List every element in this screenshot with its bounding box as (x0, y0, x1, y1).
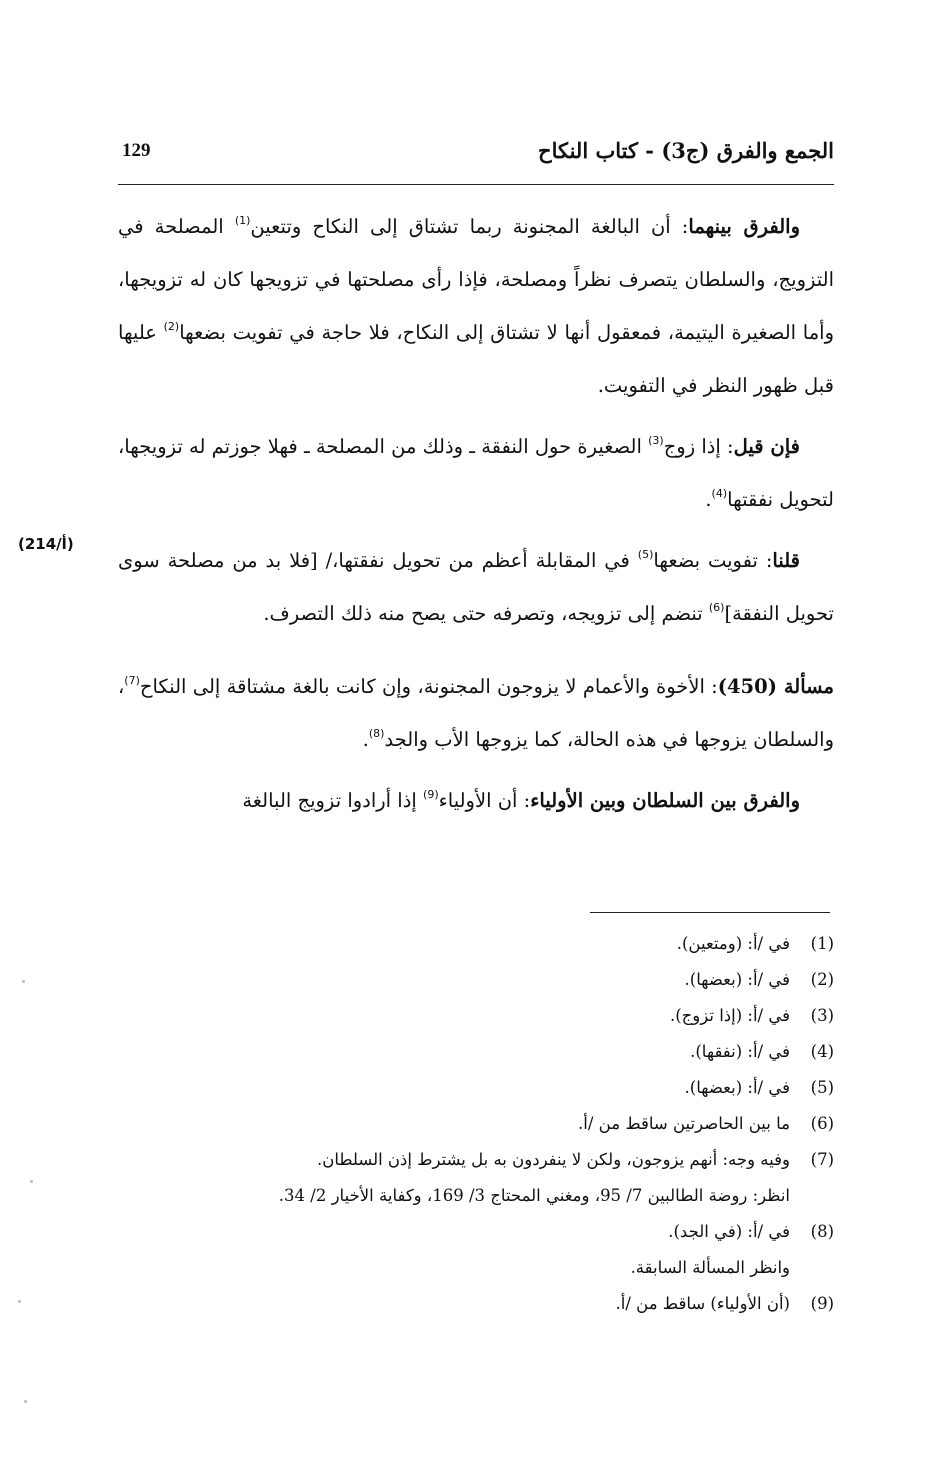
footnote-ref: (9) (423, 788, 439, 801)
footnote-text: في /أ: (بعضها). (684, 970, 790, 989)
paragraph-lead: والفرق بين السلطان وبين الأولياء (530, 789, 800, 812)
text-run: المصلحة في التزويج، والسلطان يتصرف نظراً ومصلحة، فإذا رأى مصلحتها في تزويجها كان له تزويجها، وأما الصغيرة اليتيمة، فمعقول أنها لا تشتاق إلى النكاح، فلا حاجة في تفويت بضعها (118, 215, 834, 344)
text-run: : أن الأولياء (438, 789, 531, 812)
page-number: 129 (122, 140, 151, 161)
text-run: : إذا زوج (663, 435, 734, 458)
footnote-text: في /أ: (ومتعين). (676, 934, 790, 953)
text-run: . (705, 488, 712, 511)
footnote-number: (1) (810, 934, 834, 953)
text-run: ، والسلطان يزوجها في هذه الحالة، كما يزوجها الأب والجد (118, 675, 834, 751)
footnote-ref: (4) (711, 487, 728, 500)
footnote-item (150, 1214, 834, 1286)
footnote-ref: (2) (163, 320, 180, 333)
manuscript-folio-marker: (214/أ) (18, 535, 74, 553)
footnote-ref: (8) (368, 727, 385, 740)
text-run: تنضم إلى تزويجه، وتصرفه حتى يصح منه ذلك التصرف. (263, 602, 709, 625)
footnote-separator (590, 912, 830, 913)
text-run: : أن البالغة المجنونة ربما تشتاق إلى النكاح وتتعين (250, 215, 689, 238)
footnote-ref: (5) (637, 548, 654, 561)
footnote-text: ما بين الحاصرتين ساقط من /أ. (578, 1114, 790, 1133)
footnote-item (150, 1142, 834, 1214)
text-run: الصغيرة حول النفقة ـ وذلك من المصلحة ـ فهلا جوزتم له تزويجها، لتحويل نفقتها (118, 435, 834, 511)
footnote-number: (9) (810, 1294, 834, 1313)
footnote-item (150, 926, 834, 962)
footnote-text: في /أ: (بعضها). (684, 1078, 790, 1097)
paragraph-difference-guardians (118, 774, 834, 827)
issue-heading: مسألة (450) (717, 675, 834, 698)
footnote-text: وفيه وجه: أنهم يزوجون، ولكن لا ينفردون به بل يشترط إذن السلطان. (316, 1150, 790, 1169)
footnote-reference-text: انظر: روضة الطالبين 7/ 95، ومغني المحتاج 3/ 169، وكفاية الأخيار 2/ 34. (278, 1186, 790, 1205)
footnote-text: في /أ: (إذا تزوج). (669, 1006, 790, 1025)
footnote-number: (2) (810, 970, 834, 989)
page-header (118, 138, 834, 185)
text-run: : تفويت بضعها (653, 549, 773, 572)
paragraph-reply (118, 534, 834, 640)
text-run: : الأخوة والأعمام لا يزوجون المجنونة، وإن كانت بالغة مشتاقة إلى النكاح (139, 675, 718, 698)
paragraph-lead: فإن قيل (733, 435, 800, 458)
footnote-ref: (3) (648, 434, 664, 447)
footnote-item (150, 1034, 834, 1070)
footnote-text: في /أ: (في الجد). (668, 1222, 790, 1241)
footnote-number: (5) (810, 1078, 834, 1097)
footnote-item (150, 962, 834, 998)
footnotes (150, 926, 834, 1322)
text-run: إذا أرادوا تزويج البالغة (242, 789, 424, 812)
footnote-number: (4) (810, 1042, 834, 1061)
footnote-item (150, 998, 834, 1034)
footnote-text: في /أ: (نفقها). (690, 1042, 790, 1061)
running-title: الجمع والفرق (ج3) - كتاب النكاح (538, 138, 834, 163)
footnote-number: (7) (810, 1150, 834, 1169)
paragraph-lead: قلنا (772, 549, 800, 572)
text-run: في المقابلة أعظم من تحويل نفقتها،/ [فلا بد من مصلحة سوى تحويل النفقة] (118, 549, 834, 625)
footnote-reference-text: وانظر المسألة السابقة. (630, 1258, 790, 1277)
footnote-item (150, 1106, 834, 1142)
footnote-item (150, 1286, 834, 1322)
paragraph-difference (118, 200, 834, 412)
paragraph-issue-450 (118, 660, 834, 766)
footnote-text: (أن الأولياء) ساقط من /أ. (615, 1294, 790, 1313)
text-run: . (362, 728, 369, 751)
paragraph-objection (118, 420, 834, 526)
footnote-ref: (1) (234, 214, 251, 227)
paragraph-lead: والفرق بينهما (688, 215, 800, 238)
footnote-number: (3) (810, 1006, 834, 1025)
main-text (118, 200, 834, 827)
footnote-number: (6) (810, 1114, 834, 1133)
footnote-ref: (6) (708, 601, 725, 614)
text-run: عليها قبل ظهور النظر في التفويت. (118, 321, 834, 397)
footnote-ref: (7) (124, 674, 140, 687)
footnote-item (150, 1070, 834, 1106)
footnote-number: (8) (810, 1222, 834, 1241)
